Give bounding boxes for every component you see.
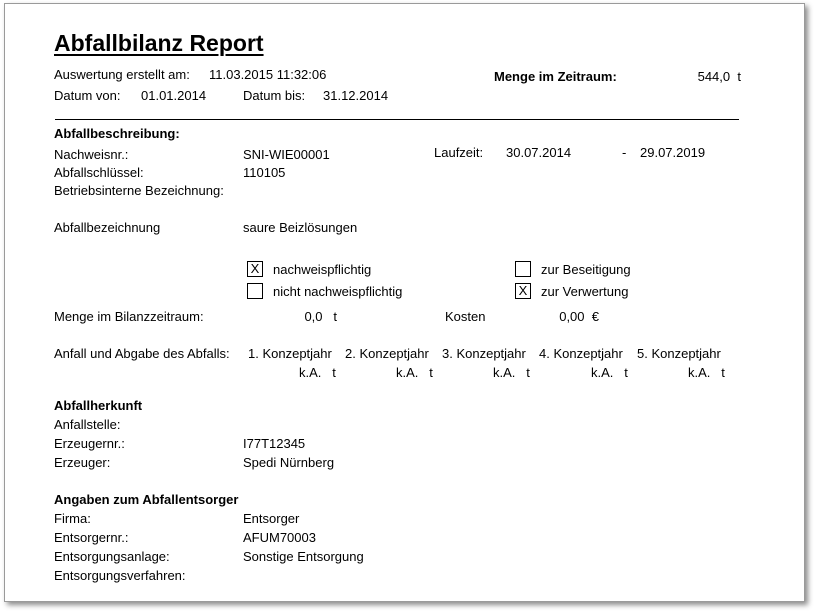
firma-value: Entsorger <box>243 511 300 526</box>
entsorgungsanlage-label: Entsorgungsanlage: <box>54 549 170 564</box>
anfall-label: Anfall und Abgabe des Abfalls: <box>54 346 230 361</box>
bezeichnung-label: Abfallbezeichnung <box>54 220 161 235</box>
konzeptjahr-5-value: k.A. t <box>688 365 725 380</box>
konzeptjahr-1-value: k.A. t <box>299 365 336 380</box>
entsorgungsverfahren-label: Entsorgungsverfahren: <box>54 568 186 583</box>
date-from-value: 01.01.2014 <box>141 88 207 103</box>
date-to-label: Datum bis: <box>243 88 306 103</box>
nachweispflichtig-checkbox[interactable]: X <box>247 261 263 277</box>
konzeptjahr-3-value: k.A. t <box>493 365 530 380</box>
erzeuger-label: Erzeuger: <box>54 455 111 470</box>
anfallstelle-label: Anfallstelle: <box>54 417 121 432</box>
erzeugernr-value: I77T12345 <box>243 436 306 451</box>
nachweisnr-label: Nachweisnr.: <box>54 147 129 162</box>
laufzeit-label: Laufzeit: <box>434 145 484 160</box>
kosten-value: 0,00 € <box>559 309 599 324</box>
konzeptjahr-3-label: 3. Konzeptjahr <box>442 346 526 361</box>
header-divider <box>55 119 739 120</box>
herkunft-heading: Abfallherkunft <box>54 398 143 413</box>
verwertung-label: zur Verwertung <box>541 284 629 299</box>
konzeptjahr-1-label: 1. Konzeptjahr <box>248 346 332 361</box>
date-from-label: Datum von: <box>54 88 121 103</box>
konzeptjahr-2-label: 2. Konzeptjahr <box>345 346 429 361</box>
entsorgungsanlage-value: Sonstige Entsorgung <box>243 549 364 564</box>
konzeptjahr-4-value: k.A. t <box>591 365 628 380</box>
created-label: Auswertung erstellt am: <box>54 67 190 82</box>
nicht-nachweispflichtig-checkbox[interactable] <box>247 283 263 299</box>
menge-bilanz-label: Menge im Bilanzzeitraum: <box>54 309 204 324</box>
entsorgernr-value: AFUM70003 <box>243 530 316 545</box>
nicht-nachweispflichtig-label: nicht nachweispflichtig <box>273 284 403 299</box>
menge-zeitraum-value: 544,0 t <box>697 69 741 84</box>
kosten-label: Kosten <box>445 309 486 324</box>
konzeptjahr-4-label: 4. Konzeptjahr <box>539 346 623 361</box>
entsorger-heading: Angaben zum Abfallentsorger <box>54 492 239 507</box>
entsorgernr-label: Entsorgernr.: <box>54 530 129 545</box>
erzeuger-value: Spedi Nürnberg <box>243 455 335 470</box>
nachweisnr-value: SNI-WIE00001 <box>243 147 330 162</box>
menge-bilanz-value: 0,0 t <box>304 309 337 324</box>
firma-label: Firma: <box>54 511 91 526</box>
konzeptjahr-2-value: k.A. t <box>396 365 433 380</box>
menge-zeitraum-label: Menge im Zeitraum: <box>494 69 617 84</box>
beseitigung-label: zur Beseitigung <box>541 262 631 277</box>
report-title: Abfallbilanz Report <box>54 30 264 56</box>
betriebsintern-label: Betriebsinterne Bezeichnung: <box>54 183 224 198</box>
verwertung-checkbox[interactable]: X <box>515 283 531 299</box>
erzeugernr-label: Erzeugernr.: <box>54 436 125 451</box>
nachweispflichtig-label: nachweispflichtig <box>273 262 372 277</box>
laufzeit-from: 30.07.2014 <box>506 145 572 160</box>
schluessel-label: Abfallschlüssel: <box>54 165 144 180</box>
beseitigung-checkbox[interactable] <box>515 261 531 277</box>
konzeptjahr-5-label: 5. Konzeptjahr <box>637 346 721 361</box>
beschreibung-heading: Abfallbeschreibung: <box>54 126 180 141</box>
schluessel-value: 110105 <box>243 165 286 180</box>
laufzeit-separator: - <box>622 145 627 160</box>
bezeichnung-value: saure Beizlösungen <box>243 220 358 235</box>
laufzeit-to: 29.07.2019 <box>640 145 706 160</box>
created-value: 11.03.2015 11:32:06 <box>209 67 327 82</box>
date-to-value: 31.12.2014 <box>323 88 389 103</box>
report-page <box>4 3 805 602</box>
